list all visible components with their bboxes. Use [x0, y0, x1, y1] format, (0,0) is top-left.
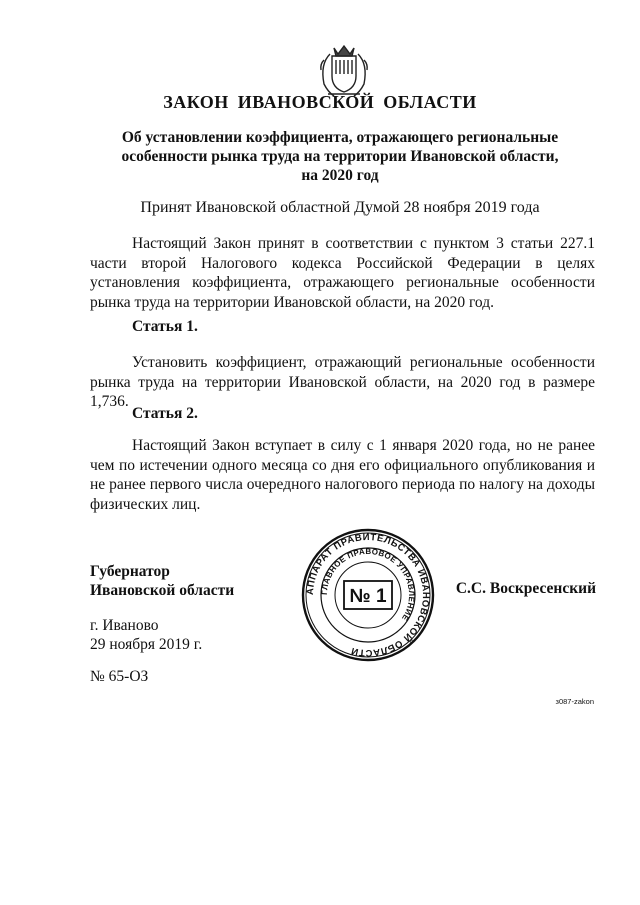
seal-inner-text: ГЛАВНОЕ ПРАВОВОЕ УПРАВЛЕНИЕ [319, 546, 417, 623]
document-code: з087-zakon [555, 697, 594, 706]
preamble-paragraph: Настоящий Закон принят в соответствии с пунктом 3 статьи 227.1 части второй Налогового кодекса Российской Федерации в целях установления коэффициента, отражающего региональные особенности рынка труда на территории Ивановской области, на 2020 год. [90, 235, 595, 311]
article-1-text: Установить коэффициент, отражающий региональные особенности рынка труда на территории Ивановской области, на 2020 год в размере 1,736. [90, 354, 595, 410]
law-subject-line: Об установлении коэффициента, отражающего региональные [121, 129, 559, 146]
signing-place: г. Иваново [90, 617, 159, 634]
signatory-name: С.С. Воскресенский [455, 580, 596, 597]
seal-center-number: № 1 [349, 586, 387, 607]
signatory-position-line: Ивановской области [90, 582, 235, 599]
official-seal [300, 527, 436, 663]
law-subject [80, 128, 600, 185]
adoption-line: Принят Ивановской областной Думой 28 ноября 2019 года [140, 199, 540, 216]
signatory-position-line: Губернатор [90, 563, 170, 580]
law-number: № 65-ОЗ [90, 668, 149, 685]
signing-date: 29 ноября 2019 г. [90, 636, 203, 653]
signatory-position [90, 562, 234, 600]
seal-outer-text: АППАРАТ ПРАВИТЕЛЬСТВА ИВАНОВСКОЙ ОБЛАСТИ [304, 531, 432, 659]
signing-place-date [90, 616, 202, 654]
article-1-heading: Статья 1. [132, 318, 198, 335]
law-title: ЗАКОН ИВАНОВСКОЙ ОБЛАСТИ [163, 92, 477, 112]
law-subject-line: особенности рынка труда на территории Ивановской области, [121, 148, 559, 165]
article-2-heading: Статья 2. [132, 405, 198, 422]
article-2-text: Настоящий Закон вступает в силу с 1 января 2020 года, но не ранее чем по истечении одного месяца со дня его официального опубликования и не ранее первого числа очередного налогового периода по налогу на доходы физических лиц. [90, 437, 595, 513]
law-subject-line: на 2020 год [301, 167, 379, 184]
